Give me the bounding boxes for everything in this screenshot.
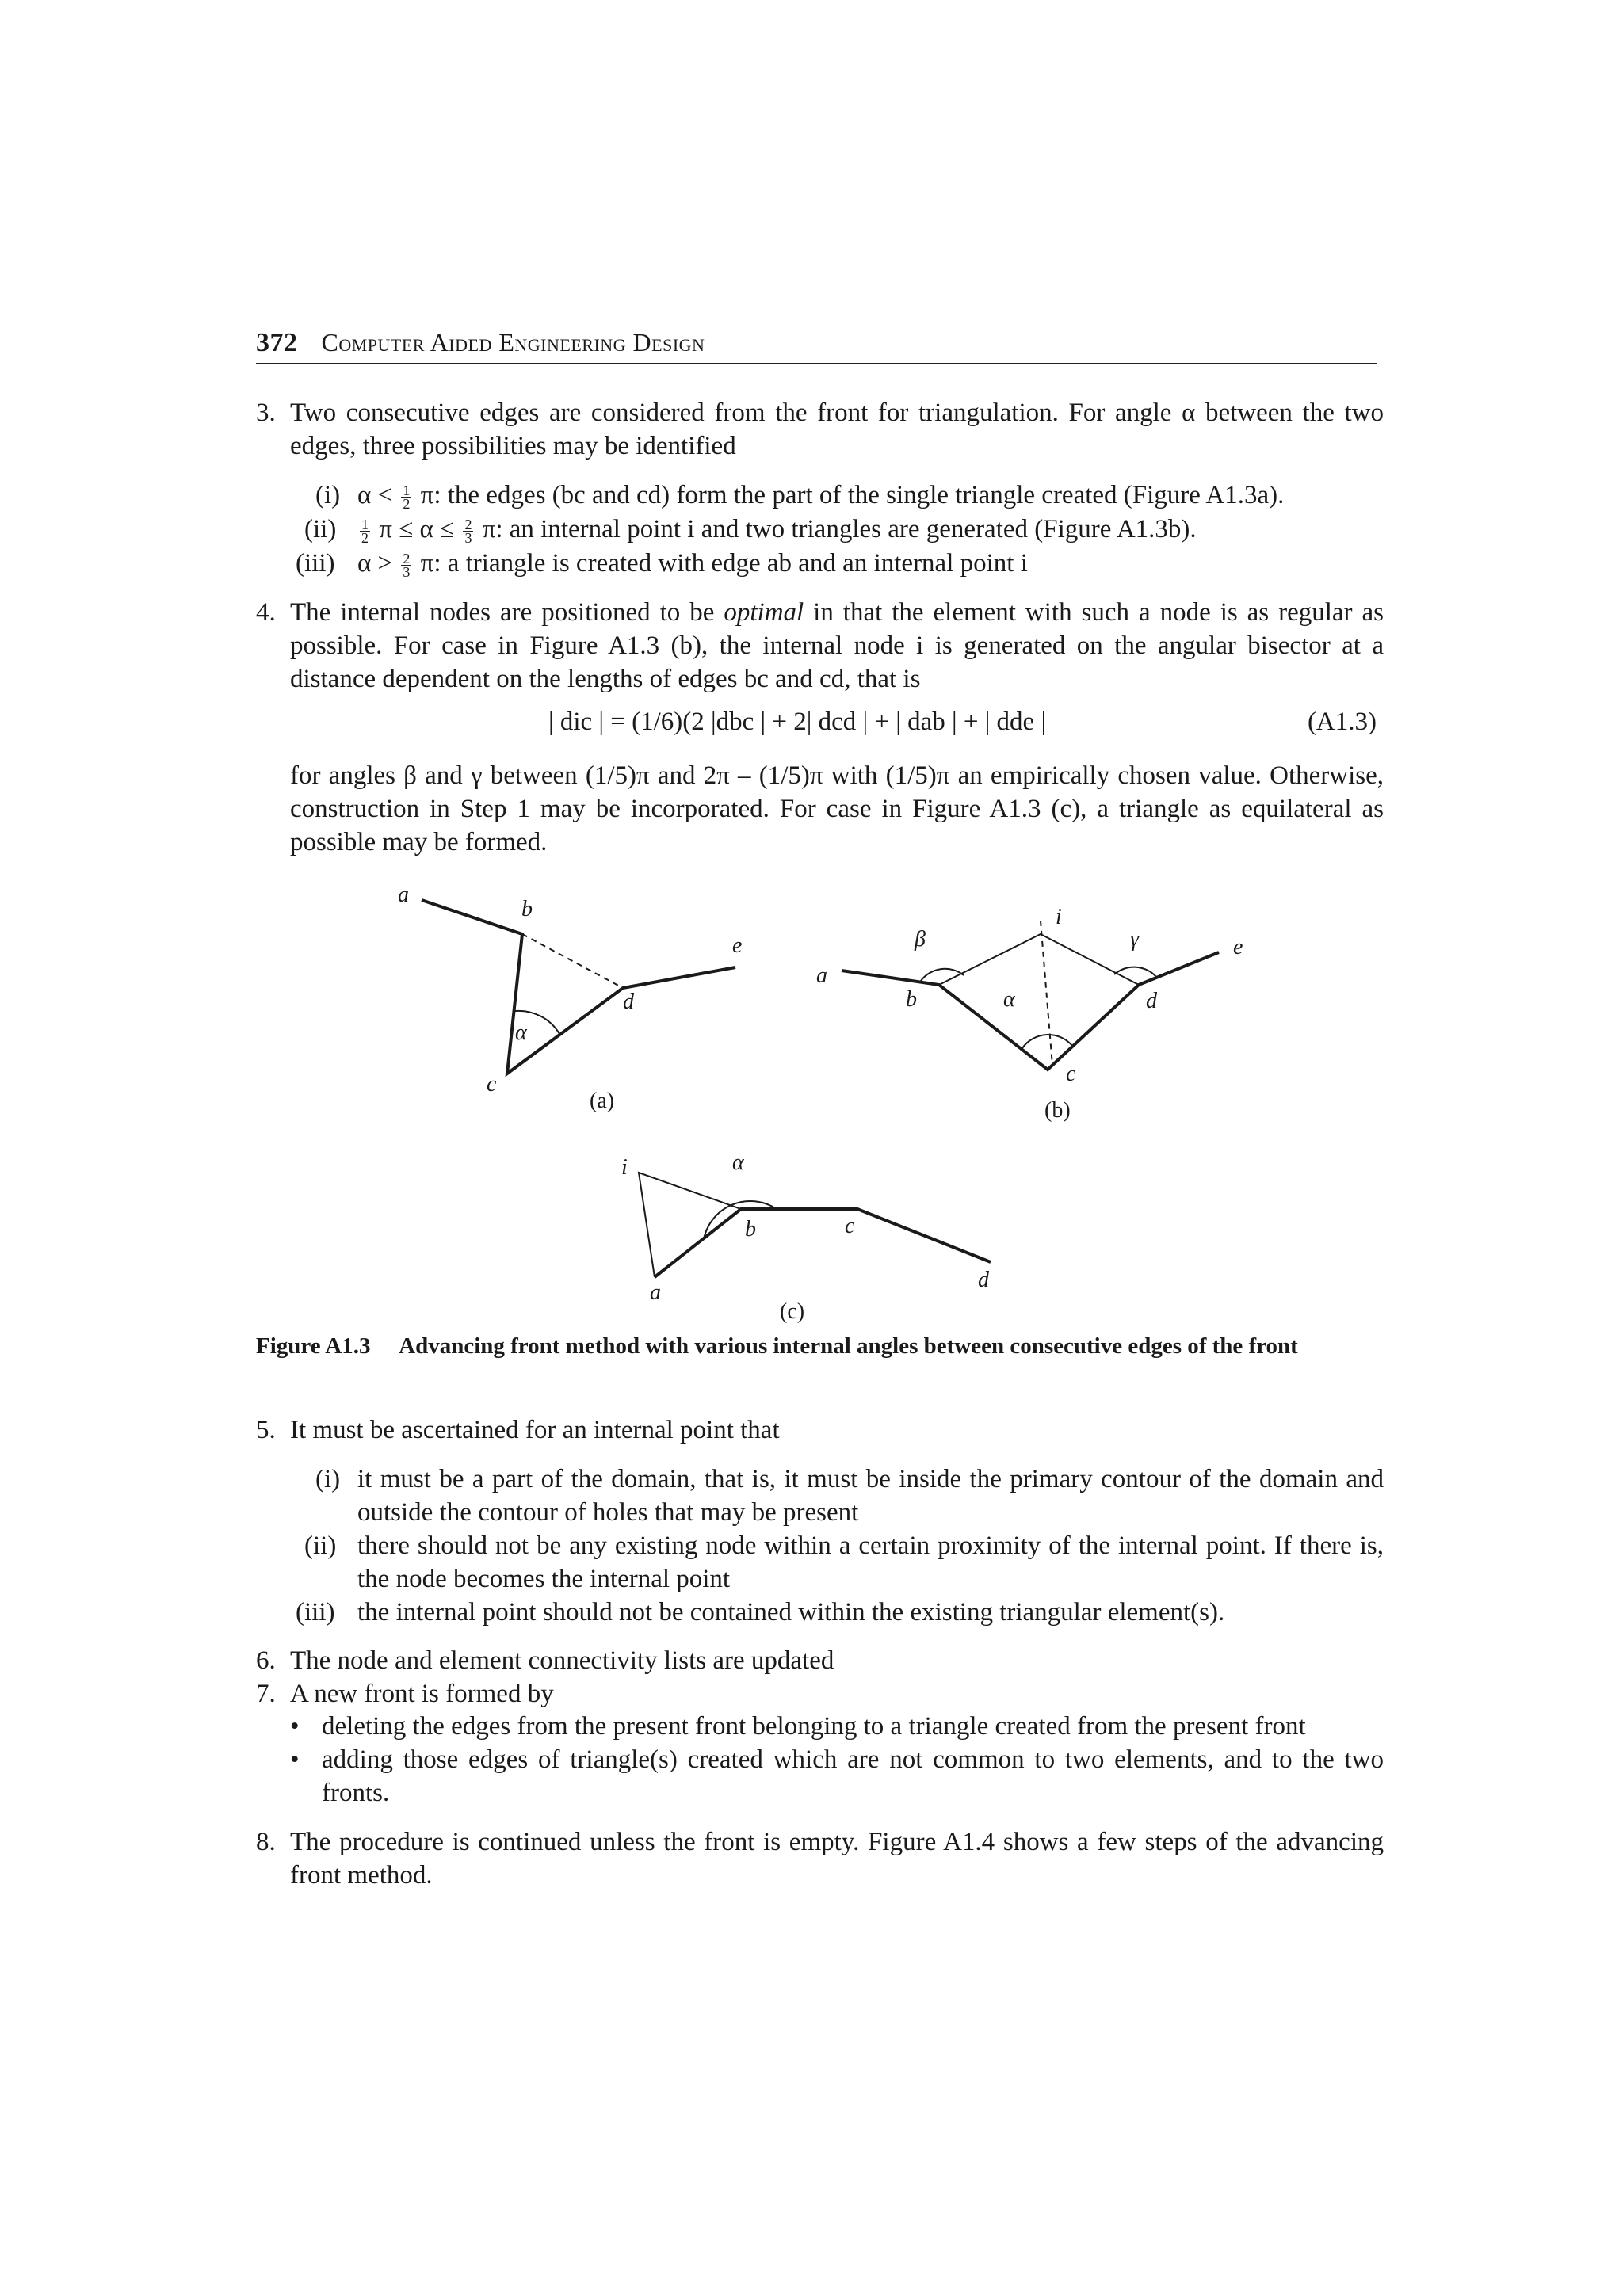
- bullet-icon: •: [290, 1745, 300, 1774]
- step-7-bullet-1: deleting the edges from the present front belonging to a triangle created from the present front: [322, 1712, 1306, 1741]
- label-sub-b: (b): [1044, 1098, 1071, 1123]
- fraction: $\frac{1}{2}$: [403, 482, 411, 512]
- label-b-c: c: [1066, 1062, 1076, 1086]
- step-4-number: 4.: [256, 598, 276, 627]
- bullet-icon: •: [290, 1712, 300, 1741]
- running-title: Computer Aided Engineering Design: [321, 328, 705, 357]
- step-5-case-3-label: (iii): [296, 1598, 335, 1627]
- equation-a1-3: | dic | = (1/6)(2 |dbc | + 2| dcd | + | dab | + | dde |: [548, 707, 1047, 736]
- angle-arc-alpha-c: [704, 1201, 777, 1239]
- front-edges-c: [655, 1209, 991, 1277]
- step-3-case-3: α > $\frac{2}{3}$ π: a triangle is created with edge ab and an internal point i: [357, 549, 1028, 580]
- label-b-a: a: [816, 963, 827, 988]
- step-5-case-2: there should not be any existing node within a certain proximity of the internal point. If there is, the node becomes the internal point: [357, 1531, 1384, 1593]
- page-number: 372: [256, 328, 298, 357]
- step-5-case-2-label: (ii): [304, 1531, 337, 1560]
- label-b-e: e: [1233, 935, 1243, 959]
- fraction: $\frac{1}{2}$: [361, 516, 369, 546]
- bisector-b: [1041, 921, 1052, 1066]
- figure-a: [422, 900, 735, 1074]
- label-c-d: d: [978, 1268, 989, 1292]
- label-a-c: c: [487, 1072, 497, 1097]
- fraction: $\frac{2}{3}$: [403, 550, 411, 580]
- step-5-case-1-label: (i): [315, 1465, 341, 1493]
- angle-arc-beta: [921, 969, 964, 981]
- caption-text: Advancing front method with various internal angles between consecutive edges of the front: [399, 1333, 1298, 1359]
- figure-caption: [256, 1333, 1298, 1360]
- angle-arc-alpha-b: [1022, 1035, 1073, 1048]
- step-5-case-1: it must be a part of the domain, that is, it must be inside the primary contour of the domain and outside the contour of holes that may be present: [357, 1465, 1384, 1527]
- label-c-alpha: α: [732, 1150, 744, 1175]
- step-3-text: Two consecutive edges are considered from the front for triangulation. For angle α between the two edges, three possibilities may be identified: [290, 399, 1384, 460]
- label-c-a: a: [650, 1280, 661, 1305]
- step-7-bullet-2: adding those edges of triangle(s) created which are not common to two elements, and to the two fronts.: [322, 1745, 1384, 1807]
- step-7-number: 7.: [256, 1680, 276, 1708]
- fraction: $\frac{2}{3}$: [464, 516, 472, 546]
- label-c-c: c: [845, 1214, 855, 1238]
- label-a-e: e: [732, 933, 743, 958]
- step-5-text: It must be ascertained for an internal point that: [290, 1416, 780, 1444]
- step-3-case-3-label: (iii): [296, 549, 335, 578]
- step-6-text: The node and element connectivity lists are updated: [290, 1646, 834, 1675]
- label-c-i: i: [621, 1155, 628, 1180]
- label-a-alpha: α: [515, 1020, 527, 1045]
- step-5-number: 5.: [256, 1416, 276, 1444]
- new-edges-c: [639, 1173, 741, 1277]
- label-sub-c: (c): [780, 1299, 805, 1324]
- step-6-number: 6.: [256, 1646, 276, 1675]
- equation-number: (A1.3): [1307, 707, 1377, 736]
- label-b-b: b: [906, 987, 917, 1012]
- step-4-text-2: for angles β and γ between (1/5)π and 2π – (1/5)π with (1/5)π an empirically chosen value. Otherwise, construction in Step 1 may be incorporated. For case in Figure A1.3 (c), a triangle as equilateral as possible may be formed.: [290, 761, 1384, 856]
- step-3-number: 3.: [256, 399, 276, 427]
- new-edge-a: [522, 934, 623, 988]
- label-a-b: b: [521, 897, 533, 921]
- label-a-a: a: [398, 883, 409, 907]
- label-c-b: b: [745, 1217, 756, 1241]
- step-8-text: The procedure is continued unless the front is empty. Figure A1.4 shows a few steps of the advancing front method.: [290, 1828, 1384, 1890]
- caption-label: Figure A1.3: [256, 1333, 371, 1359]
- new-edges-b: [939, 934, 1139, 985]
- label-b-beta: β: [915, 927, 926, 952]
- figure-b: [842, 921, 1219, 1070]
- label-b-alpha: α: [1003, 987, 1015, 1012]
- step-3-case-2: $\frac{1}{2}$ π ≤ α ≤ $\frac{2}{3}$ π: an internal point i and two triangles are generated (Figure A1.3b).: [361, 515, 1197, 546]
- figure-c: [639, 1173, 991, 1277]
- label-a-d: d: [623, 990, 634, 1014]
- step-3-case-1: α < $\frac{1}{2}$ π: the edges (bc and cd) form the part of the single triangle created (Figure A1.3a).: [357, 481, 1285, 512]
- label-sub-a: (a): [590, 1089, 615, 1113]
- step-4-text: The internal nodes are positioned to be optimal in that the element with such a node is as regular as possible. For case in Figure A1.3 (b), the internal node i is generated on the angular bisector at a distance dependent on the lengths of edges bc and cd, that is: [290, 598, 1384, 693]
- step-7-text: A new front is formed by: [290, 1680, 554, 1708]
- step-8-number: 8.: [256, 1828, 276, 1856]
- label-b-gamma: γ: [1130, 927, 1140, 952]
- label-b-i: i: [1056, 905, 1062, 929]
- label-b-d: d: [1146, 989, 1157, 1013]
- step-3-case-1-label: (i): [315, 481, 341, 509]
- front-edges-b: [842, 952, 1219, 1070]
- step-5-case-3: the internal point should not be contained within the existing triangular element(s).: [357, 1598, 1225, 1627]
- step-3-case-2-label: (ii): [304, 515, 337, 543]
- front-edges-a: [422, 900, 735, 1074]
